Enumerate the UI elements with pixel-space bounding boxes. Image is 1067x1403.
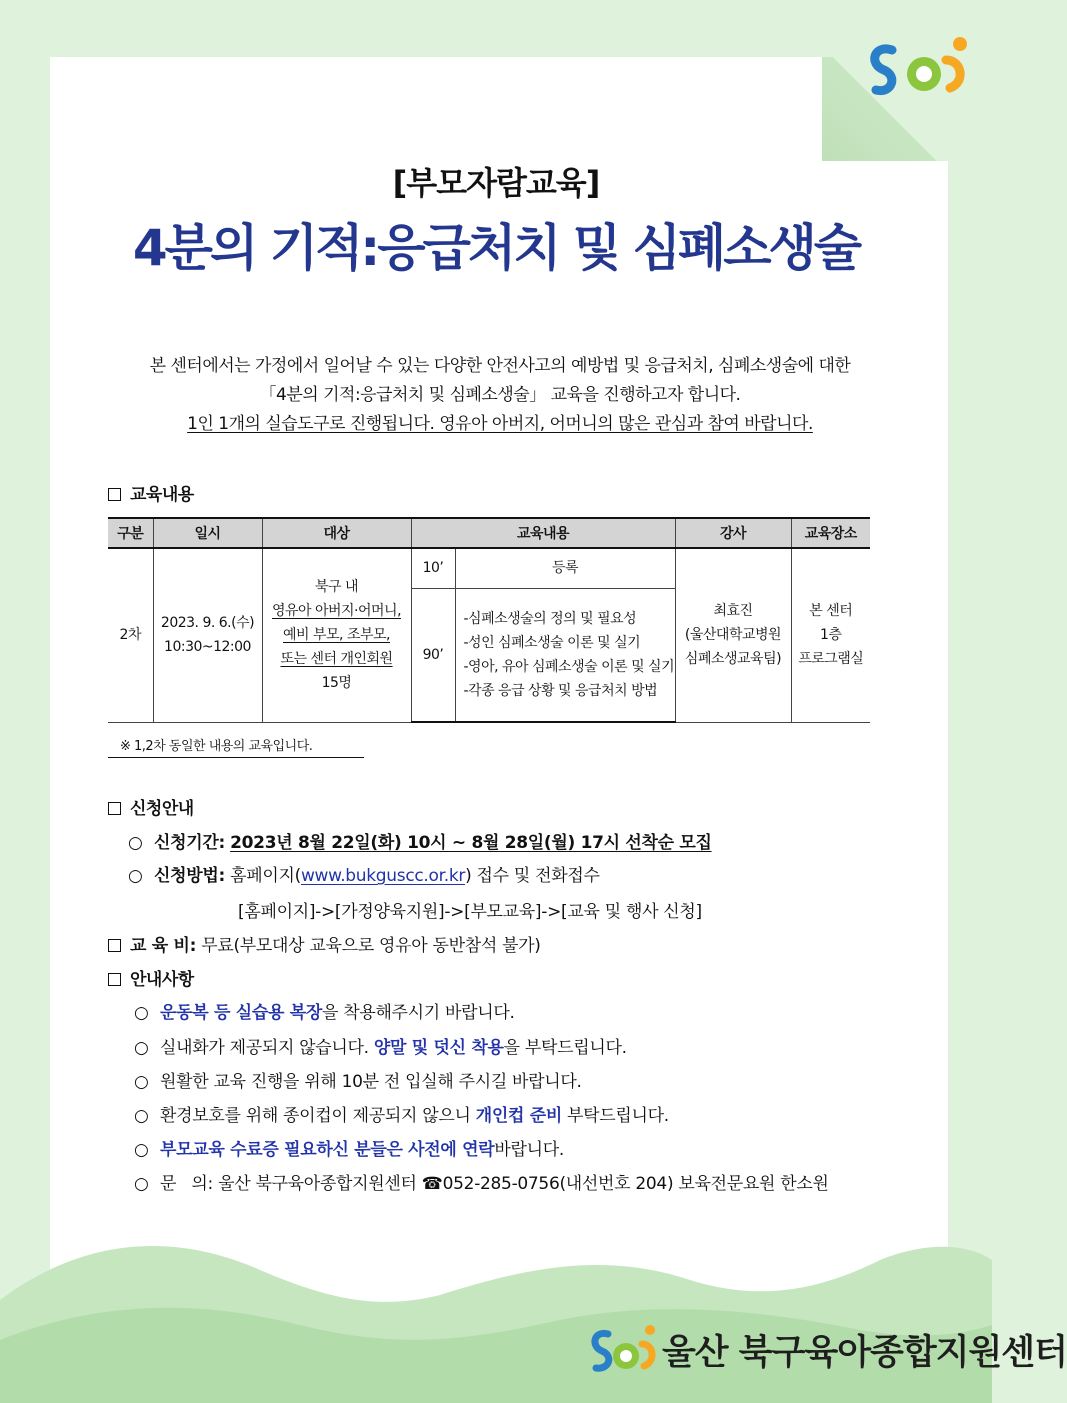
content-cell: 등록 <box>455 548 675 588</box>
col-header-content: 교육내용 <box>411 518 675 548</box>
center-logo-icon <box>588 1320 658 1380</box>
checkbox-square-icon <box>108 802 121 815</box>
homepage-link[interactable]: www.bukguscc.or.kr <box>300 866 466 886</box>
table-header-row <box>108 518 870 548</box>
round-cell: 2차 <box>108 548 153 722</box>
date-cell: 2023. 9. 6.(수) 10:30~12:00 <box>153 548 262 722</box>
contact-line: ○ 문 의: 울산 북구육아종합지원센터 ☎052-285-0756(내선번호 204) 보육전문요원 한소원 <box>134 1174 829 1194</box>
page-title: 4분의 기적:응급처치 및 심폐소생술 <box>132 219 860 277</box>
footer-logo <box>588 1318 1067 1382</box>
table-note: ※ 1,2차 동일한 내용의 교육입니다. <box>108 735 364 758</box>
circle-bullet-icon: ○ <box>134 1174 149 1194</box>
edu-section-heading: 교육내용 <box>108 480 194 505</box>
notice-item: ○ 환경보호를 위해 종이컵이 제공되지 않으니 개인컵 준비 부탁드립니다. <box>134 1106 669 1126</box>
col-header-target: 대상 <box>262 518 411 548</box>
instructor-cell: 최효진 (울산대학교병원 심폐소생교육팀) <box>675 548 791 722</box>
apply-period-line: ○ 신청기간: 2023년 8월 22일(화) 10시 ~ 8월 28일(월) 17시 선착순 모집 <box>128 833 712 853</box>
table-row <box>108 548 870 588</box>
circle-bullet-icon: ○ <box>134 1038 149 1058</box>
col-header-place: 교육장소 <box>791 518 870 548</box>
checkbox-square-icon <box>108 973 121 986</box>
circle-bullet-icon: ○ <box>128 833 143 853</box>
col-header-instructor: 강사 <box>675 518 791 548</box>
col-header-round: 구분 <box>108 518 153 548</box>
apply-path: [홈페이지]->[가정양육지원]->[부모교육]->[교육 및 행사 신청] <box>238 902 702 922</box>
apply-section-heading: 신청안내 <box>108 794 194 819</box>
content-item: -영아, 유아 심폐소생술 이론 및 실기 <box>463 658 675 675</box>
notice-item: ○ 운동복 등 실습용 복장을 착용해주시기 바랍니다. <box>134 1003 515 1023</box>
notice-item: ○ 원활한 교육 진행을 위해 10분 전 입실해 주시길 바랍니다. <box>134 1072 582 1092</box>
apply-period-value: 2023년 8월 22일(화) 10시 ~ 8월 28일(월) 17시 선착순 모집 <box>230 833 712 853</box>
intro-line-3: 1인 1개의 실습도구로 진행됩니다. 영유아 아버지, 어머니의 많은 관심과 참여 바랍니다. <box>187 414 813 434</box>
program-subtitle: [부모자람교육] <box>392 164 600 202</box>
circle-bullet-icon: ○ <box>134 1003 149 1023</box>
content-item: -성인 심폐소생술 이론 및 실기 <box>463 634 641 651</box>
notice-item: ○ 실내화가 제공되지 않습니다. 양말 및 덧신 착용을 부탁드립니다. <box>134 1038 627 1058</box>
intro-text <box>80 352 920 439</box>
intro-line-2: 「4분의 기적:응급처치 및 심폐소생술」 교육을 진행하고자 합니다. <box>259 385 741 405</box>
fee-line: 교 육 비: 무료(부모대상 교육으로 영유아 동반참석 불가) <box>108 931 541 956</box>
circle-bullet-icon: ○ <box>128 866 143 886</box>
duration-cell: 90’ <box>411 588 455 722</box>
duration-cell: 10’ <box>411 548 455 588</box>
intro-line-1: 본 센터에서는 가정에서 일어날 수 있는 다양한 안전사고의 예방법 및 응급처치, 심폐소생술에 대한 <box>149 356 851 376</box>
center-logo-icon <box>862 30 980 102</box>
place-cell: 본 센터 1층 프로그램실 <box>791 548 870 722</box>
footer-org-name: 울산 북구육아종합지원센터 <box>662 1333 1067 1373</box>
circle-bullet-icon: ○ <box>134 1106 149 1126</box>
checkbox-square-icon <box>108 488 121 501</box>
notice-section-heading: 안내사항 <box>108 965 194 990</box>
education-table <box>108 517 870 723</box>
circle-bullet-icon: ○ <box>134 1072 149 1092</box>
content-list-cell <box>455 588 675 722</box>
circle-bullet-icon: ○ <box>134 1140 149 1160</box>
checkbox-square-icon <box>108 939 121 952</box>
col-header-date: 일시 <box>153 518 262 548</box>
content-item: -각종 응급 상황 및 응급처치 방법 <box>463 682 658 699</box>
content-item: -심폐소생술의 정의 및 필요성 <box>463 610 637 627</box>
target-cell: 북구 내 영유아 아버지·어머니, 예비 부모, 조부모, 또는 센터 개인회원 15명 <box>262 548 411 722</box>
apply-method-line: ○ 신청방법: 홈페이지(www.bukguscc.or.kr) 접수 및 전화접수 <box>128 866 600 886</box>
notice-item: ○ 부모교육 수료증 필요하신 분들은 사전에 연락바랍니다. <box>134 1140 565 1160</box>
